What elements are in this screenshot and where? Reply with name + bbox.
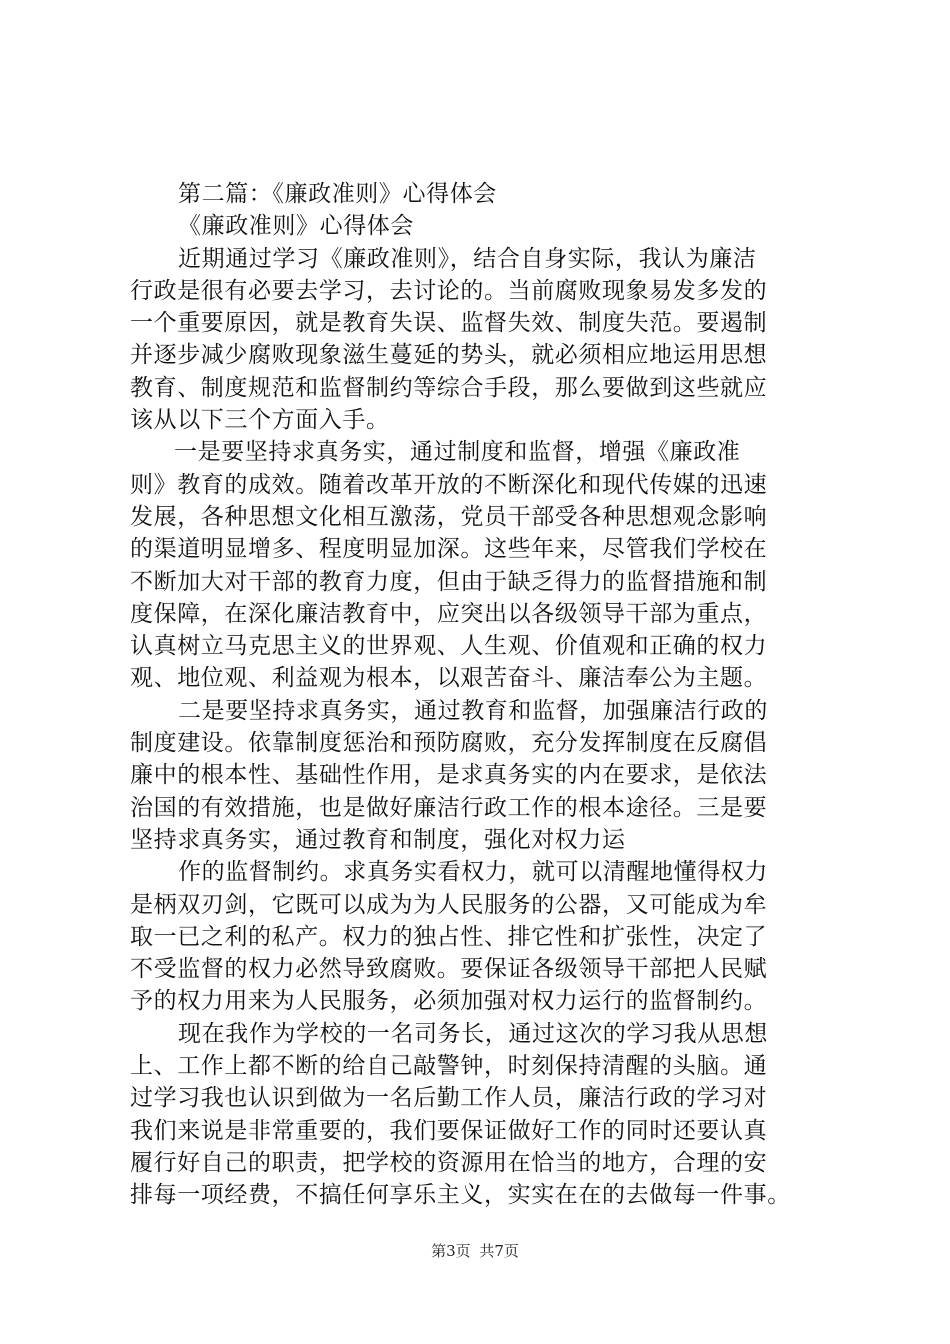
text-line: 则》教育的成效。随着改革开放的不断深化和现代传媒的迅速 xyxy=(130,471,768,498)
text-line: 过学习我也认识到做为一名后勤工作人员，廉洁行政的学习对 xyxy=(130,1085,768,1112)
page-total: 共7页 xyxy=(479,1242,519,1260)
text-line: 发展，各种思想文化相互激荡，党员干部受各种思想观念影响 xyxy=(130,503,768,530)
text-line: 履行好自己的职责，把学校的资源用在恰当的地方，合理的安 xyxy=(130,1149,768,1176)
text-line: 近期通过学习《廉政准则》，结合自身实际，我认为廉洁 xyxy=(178,245,757,272)
text-line: 度保障，在深化廉洁教育中，应突出以各级领导干部为重点， xyxy=(130,600,768,627)
text-line: 观、地位观、利益观为根本，以艰苦奋斗、廉洁奉公为主题。 xyxy=(130,665,768,692)
text-line: 该从以下三个方面入手。 xyxy=(130,407,390,434)
text-line: 取一已之利的私产。权力的独占性、排它性和扩张性，决定了 xyxy=(130,923,768,950)
text-line: 的渠道明显增多、程度明显加深。这些年来，尽管我们学校在 xyxy=(130,536,768,563)
text-line: 行政是很有必要去学习，去讨论的。当前腐败现象易发多发的 xyxy=(130,277,768,304)
text-line: 坚持求真务实，通过教育和制度，强化对权力运 xyxy=(130,826,626,853)
text-line: 我们来说是非常重要的，我们要保证做好工作的同时还要认真 xyxy=(130,1117,768,1144)
text-line: 一个重要原因，就是教育失误、监督失效、制度失范。要遏制 xyxy=(130,310,768,337)
text-line: 二是要坚持求真务实，通过教育和监督，加强廉洁行政的 xyxy=(178,697,768,724)
text-line: 予的权力用来为人民服务，必须加强对权力运行的监督制约。 xyxy=(130,988,768,1015)
section-heading: 第二篇：《廉政准则》心得体会 xyxy=(178,181,497,207)
document-body xyxy=(130,178,830,1212)
text-line: 不断加大对干部的教育力度，但由于缺乏得力的监督措施和制 xyxy=(130,568,768,595)
text-line: 教育、制度规范和监督制约等综合手段，那么要做到这些就应 xyxy=(130,374,768,401)
page-number: 第3页 xyxy=(431,1242,471,1260)
text-line: 现在我作为学校的一名司务长，通过这次的学习我从思想 xyxy=(178,1020,768,1047)
page-footer xyxy=(0,1240,950,1261)
text-line: 是柄双刃剑，它既可以成为为人民服务的公器，又可能成为牟 xyxy=(130,891,768,918)
text-line: 排每一项经费，不搞任何享乐主义，实实在在的去做每一件事。 xyxy=(130,1182,791,1209)
text-line: 上、工作上都不断的给自己敲警钟，时刻保持清醒的头脑。通 xyxy=(130,1053,768,1080)
text-line: 治国的有效措施，也是做好廉洁行政工作的根本途径。三是要 xyxy=(130,794,768,821)
text-line: 作的监督制约。求真务实看权力，就可以清醒地懂得权力 xyxy=(178,859,768,886)
text-line: 并逐步减少腐败现象滋生蔓延的势头，就必须相应地运用思想 xyxy=(130,342,768,369)
article-title: 《廉政准则》心得体会 xyxy=(178,213,414,240)
text-line: 廉中的根本性、基础性作用，是求真务实的内在要求，是依法 xyxy=(130,762,768,789)
text-line: 一是要坚持求真务实，通过制度和监督，增强《廉政准 xyxy=(174,439,741,466)
text-line: 制度建设。依靠制度惩治和预防腐败，充分发挥制度在反腐倡 xyxy=(130,730,768,757)
text-line: 不受监督的权力必然导致腐败。要保证各级领导干部把人民赋 xyxy=(130,956,768,983)
text-line: 认真树立马克思主义的世界观、人生观、价值观和正确的权力 xyxy=(130,633,768,660)
